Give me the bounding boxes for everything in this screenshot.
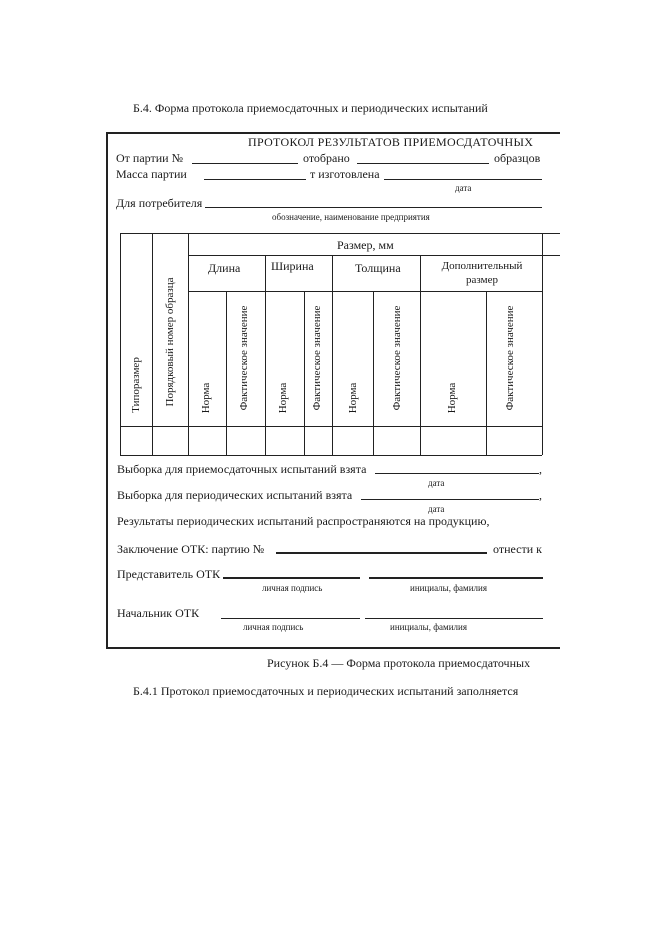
signature-caption-2: личная подпись <box>243 622 304 632</box>
selected-label: отобрано <box>303 151 350 165</box>
chief-name-field[interactable] <box>365 618 543 619</box>
batch-mass-field[interactable] <box>204 179 306 180</box>
consumer-field[interactable] <box>205 207 542 208</box>
representative-name-field[interactable] <box>369 577 543 579</box>
group-thickness: Толщина <box>355 261 401 275</box>
col-serial-header: Порядковый номер образца <box>164 277 176 407</box>
length-actual: Фактическое значение <box>238 305 250 411</box>
width-norm: Норма <box>277 382 289 414</box>
acceptance-date-caption: дата <box>428 478 445 488</box>
representative-label: Представитель ОТК <box>117 567 221 581</box>
representative-signature-field[interactable] <box>223 577 360 579</box>
chief-signature-field[interactable] <box>221 618 360 619</box>
col-type-header: Типоразмер <box>130 357 142 413</box>
batch-mass-label: Масса партии <box>116 167 187 181</box>
manufacture-date-field[interactable] <box>384 179 542 180</box>
enterprise-caption: обозначение, наименование предприятия <box>272 212 430 222</box>
additional-norm: Норма <box>446 382 458 414</box>
initials-caption: инициалы, фамилия <box>410 583 487 593</box>
figure-caption: Рисунок Б.4 — Форма протокола приемосдаточных <box>267 656 531 670</box>
conclusion-label: Заключение ОТК: партию № <box>117 542 265 556</box>
from-batch-label: От партии № <box>116 151 184 165</box>
form-title: ПРОТОКОЛ РЕЗУЛЬТАТОВ ПРИЕМОСДАТОЧНЫХ <box>248 135 534 149</box>
signature-caption: личная подпись <box>262 583 323 593</box>
periodic-date-caption: дата <box>428 504 445 514</box>
date-caption: дата <box>455 183 472 193</box>
section-heading: Б.4. Форма протокола приемосдаточных и периодических испытаний <box>133 101 488 115</box>
group-width: Ширина <box>271 259 314 273</box>
manufactured-label: т изготовлена <box>310 167 380 181</box>
acceptance-date-field[interactable] <box>375 473 539 474</box>
conclusion-batch-field[interactable] <box>276 552 487 554</box>
consumer-label: Для потребителя <box>116 196 203 210</box>
periodic-sample-label: Выборка для периодических испытаний взята <box>117 488 353 502</box>
group-length: Длина <box>208 261 241 275</box>
thickness-norm: Норма <box>347 382 359 414</box>
acceptance-sample-label: Выборка для приемосдаточных испытаний взята <box>117 462 367 476</box>
thickness-actual: Фактическое значение <box>391 305 403 411</box>
selected-count-field[interactable] <box>357 163 489 164</box>
group-additional: Дополнительный размер <box>441 260 523 286</box>
conclusion-end: отнести к <box>493 542 542 556</box>
body-paragraph: Б.4.1 Протокол приемосдаточных и периодических испытаний заполняется <box>133 684 519 698</box>
batch-number-field[interactable] <box>192 163 298 164</box>
size-header: Размер, мм <box>337 238 394 252</box>
additional-actual: Фактическое значение <box>504 305 516 411</box>
initials-caption-2: инициалы, фамилия <box>390 622 467 632</box>
length-norm: Норма <box>200 382 212 414</box>
periodic-date-field[interactable] <box>361 499 539 500</box>
results-text: Результаты периодических испытаний распространяются на продукцию, <box>117 514 490 528</box>
chief-label: Начальник ОТК <box>117 606 200 620</box>
samples-label: образцов <box>494 151 541 165</box>
width-actual: Фактическое значение <box>311 305 323 411</box>
